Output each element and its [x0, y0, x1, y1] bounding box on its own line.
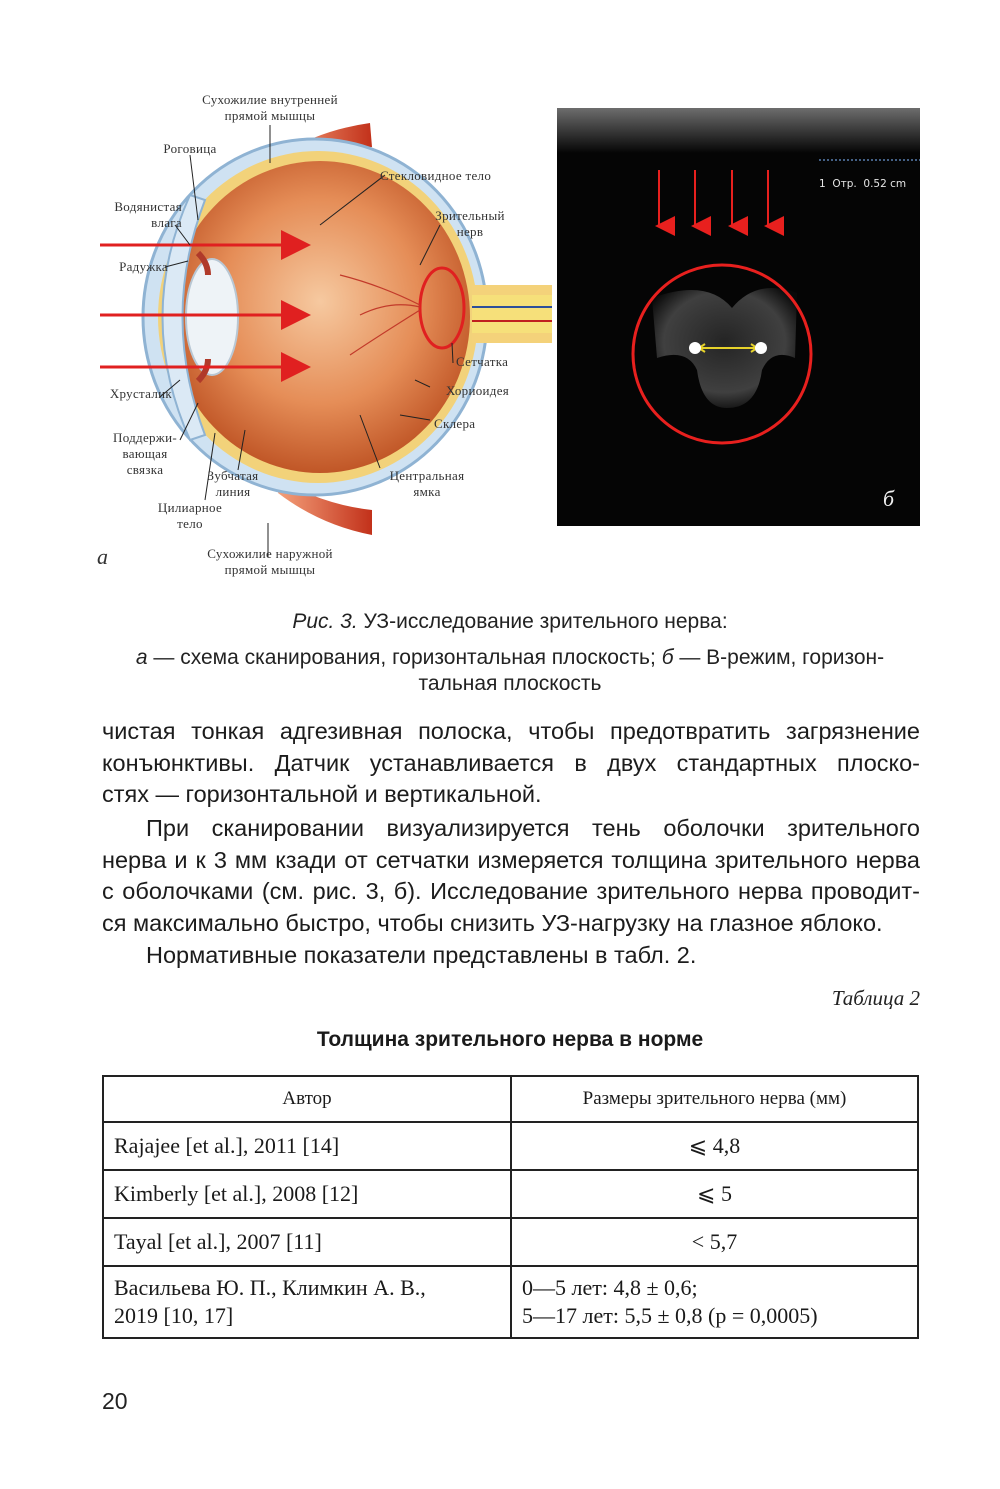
cell-author: Васильева Ю. П., Климкин А. В., 2019 [10, 17] — [103, 1266, 511, 1338]
label-ora: Зубчатая линия — [207, 468, 259, 499]
label-retina: Сетчатка — [456, 354, 509, 369]
panel-b-letter: б — [883, 486, 895, 511]
paragraph-1: чистая тонкая адгезивная полоска, чтобы предотвратить загрязнение конъюнктивы. Датчик устанавливается в двух стандартных плоско- стях — горизонтальной и вертикальной. — [102, 718, 920, 807]
measurement-readout: 1 Отр. 0.52 cm — [819, 178, 907, 190]
lens-shape — [186, 259, 238, 375]
table-row — [103, 1170, 918, 1218]
figure-caption-title: Рис. 3. УЗ-исследование зрительного нерва: — [292, 610, 728, 633]
page-number: 20 — [102, 1388, 128, 1414]
label-tendon-external: Сухожилие наружной прямой мышцы — [207, 546, 333, 577]
label-vitreous: Стекловидное тело — [380, 168, 492, 183]
table-title: Толщина зрительного нерва в норме — [316, 1028, 704, 1051]
header-size: Размеры зрительного нерва (мм) — [511, 1076, 918, 1122]
cell-value: < 5,7 — [511, 1218, 918, 1266]
label-cornea: Роговица — [163, 141, 217, 156]
cell-author: Rajajee [et al.], 2011 [14] — [103, 1122, 511, 1170]
normative-table — [102, 1075, 919, 1339]
caliper-point-left — [689, 342, 701, 354]
panel-a-letter: а — [97, 544, 108, 569]
label-iris: Радужка — [119, 259, 168, 274]
label-aqueous: Водянистая влага — [114, 199, 182, 230]
table-row — [103, 1122, 918, 1170]
label-tendon-internal: Сухожилие внутренней прямой мышцы — [202, 92, 338, 123]
figure-caption-detail-end: тальная плоскость — [418, 672, 602, 695]
label-fovea: Центральная ямка — [389, 468, 465, 499]
paragraph-2: При сканировании визуализируется тень оболочки зрительного нерва и к 3 мм кзади от сетчатки измеряется толщина зрительного нерва с оболочками (см. рис. 3, б). Исследование зрительного нерва проводит- ся максимально быстро, чтобы снизить УЗ-нагрузку на глазное яблоко. — [102, 815, 920, 936]
ultrasound-image — [557, 108, 920, 526]
table-row — [103, 1266, 918, 1338]
cell-author: Tayal [et al.], 2007 [11] — [103, 1218, 511, 1266]
ultrasound-graphic — [557, 108, 920, 526]
figure-caption-detail: а — схема сканирования, горизонтальная плоскость; б — B-режим, горизон- — [135, 646, 885, 669]
cell-author: Kimberly [et al.], 2008 [12] — [103, 1170, 511, 1218]
label-choroid: Хориоидея — [446, 383, 510, 398]
cell-value: ⩽ 4,8 — [511, 1122, 918, 1170]
label-zonule: Поддержи- вающая связка — [113, 430, 177, 477]
table-row — [103, 1218, 918, 1266]
cell-value: ⩽ 5 — [511, 1170, 918, 1218]
label-ciliary: Цилиарное тело — [157, 500, 223, 531]
paragraph-3: Нормативные показатели представлены в табл. 2. — [146, 942, 697, 968]
table-header-row — [103, 1076, 918, 1122]
caliper-point-right — [755, 342, 767, 354]
header-author: Автор — [103, 1076, 511, 1122]
label-sclera: Склера — [434, 416, 476, 431]
table-label: Таблица 2 — [831, 986, 920, 1010]
label-lens: Хрусталик — [109, 386, 172, 401]
label-optic-nerve: Зрительный нерв — [435, 208, 505, 239]
cell-value: 0—5 лет: 4,8 ± 0,6; 5—17 лет: 5,5 ± 0,8 (p = 0,0005) — [511, 1266, 918, 1338]
